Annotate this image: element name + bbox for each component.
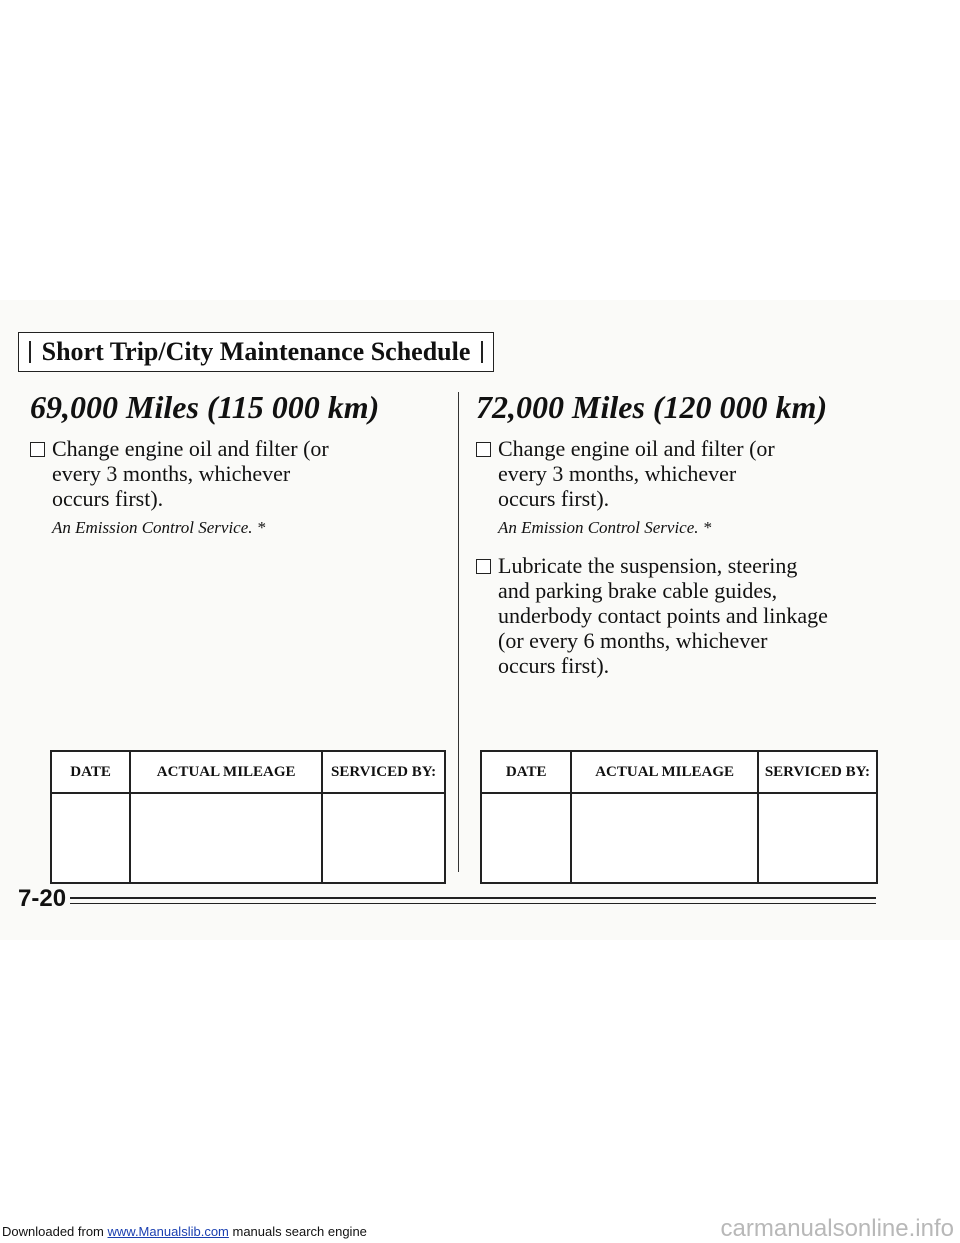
service-record-table (480, 750, 878, 884)
right-column (476, 388, 916, 678)
table-header-row (481, 751, 877, 793)
service-record-table (50, 750, 446, 884)
table-header-serviced-by: SERVICED BY: (758, 751, 877, 793)
table-header-serviced-by: SERVICED BY: (322, 751, 445, 793)
table-row (481, 793, 877, 883)
table-header-row (51, 751, 445, 793)
checkbox-icon[interactable] (30, 442, 45, 457)
section-title: Short Trip/City Maintenance Schedule (18, 332, 494, 372)
serviced-by-cell[interactable] (758, 793, 877, 883)
table-header-mileage: ACTUAL MILEAGE (571, 751, 758, 793)
service-item (476, 553, 916, 678)
serviced-by-cell[interactable] (322, 793, 445, 883)
table-header-date: DATE (481, 751, 571, 793)
mileage-cell[interactable] (571, 793, 758, 883)
mileage-cell[interactable] (130, 793, 322, 883)
emission-note: An Emission Control Service. * (498, 518, 712, 537)
service-item-text: Lubricate the suspension, steering and parking brake cable guides, underbody contact points and linkage (or every 6 months, whichever occurs first). (498, 553, 828, 678)
page-number: 7-20 (18, 885, 70, 913)
mileage-heading-69000: 69,000 Miles (115 000 km) (30, 389, 380, 425)
table-header-mileage: ACTUAL MILEAGE (130, 751, 322, 793)
manualslib-link[interactable]: www.Manualslib.com (107, 1224, 229, 1239)
column-divider (458, 392, 459, 872)
table-header-date: DATE (51, 751, 130, 793)
checkbox-icon[interactable] (476, 442, 491, 457)
download-footer (2, 1224, 367, 1239)
service-item (476, 436, 916, 511)
watermark: carmanualsonline.info (720, 1215, 954, 1242)
service-item-text: Change engine oil and filter (or every 3 months, whichever occurs first). (52, 436, 329, 511)
download-suffix: manuals search engine (228, 1224, 367, 1239)
left-column (30, 388, 450, 553)
checkbox-icon[interactable] (476, 559, 491, 574)
download-prefix: Downloaded from (2, 1224, 108, 1239)
date-cell[interactable] (51, 793, 130, 883)
service-item-text: Change engine oil and filter (or every 3 months, whichever occurs first). (498, 436, 775, 511)
service-item (30, 436, 450, 511)
date-cell[interactable] (481, 793, 571, 883)
emission-note: An Emission Control Service. * (52, 518, 266, 537)
footer-rule (64, 897, 876, 904)
table-row (51, 793, 445, 883)
mileage-heading-72000: 72,000 Miles (120 000 km) (476, 389, 828, 425)
